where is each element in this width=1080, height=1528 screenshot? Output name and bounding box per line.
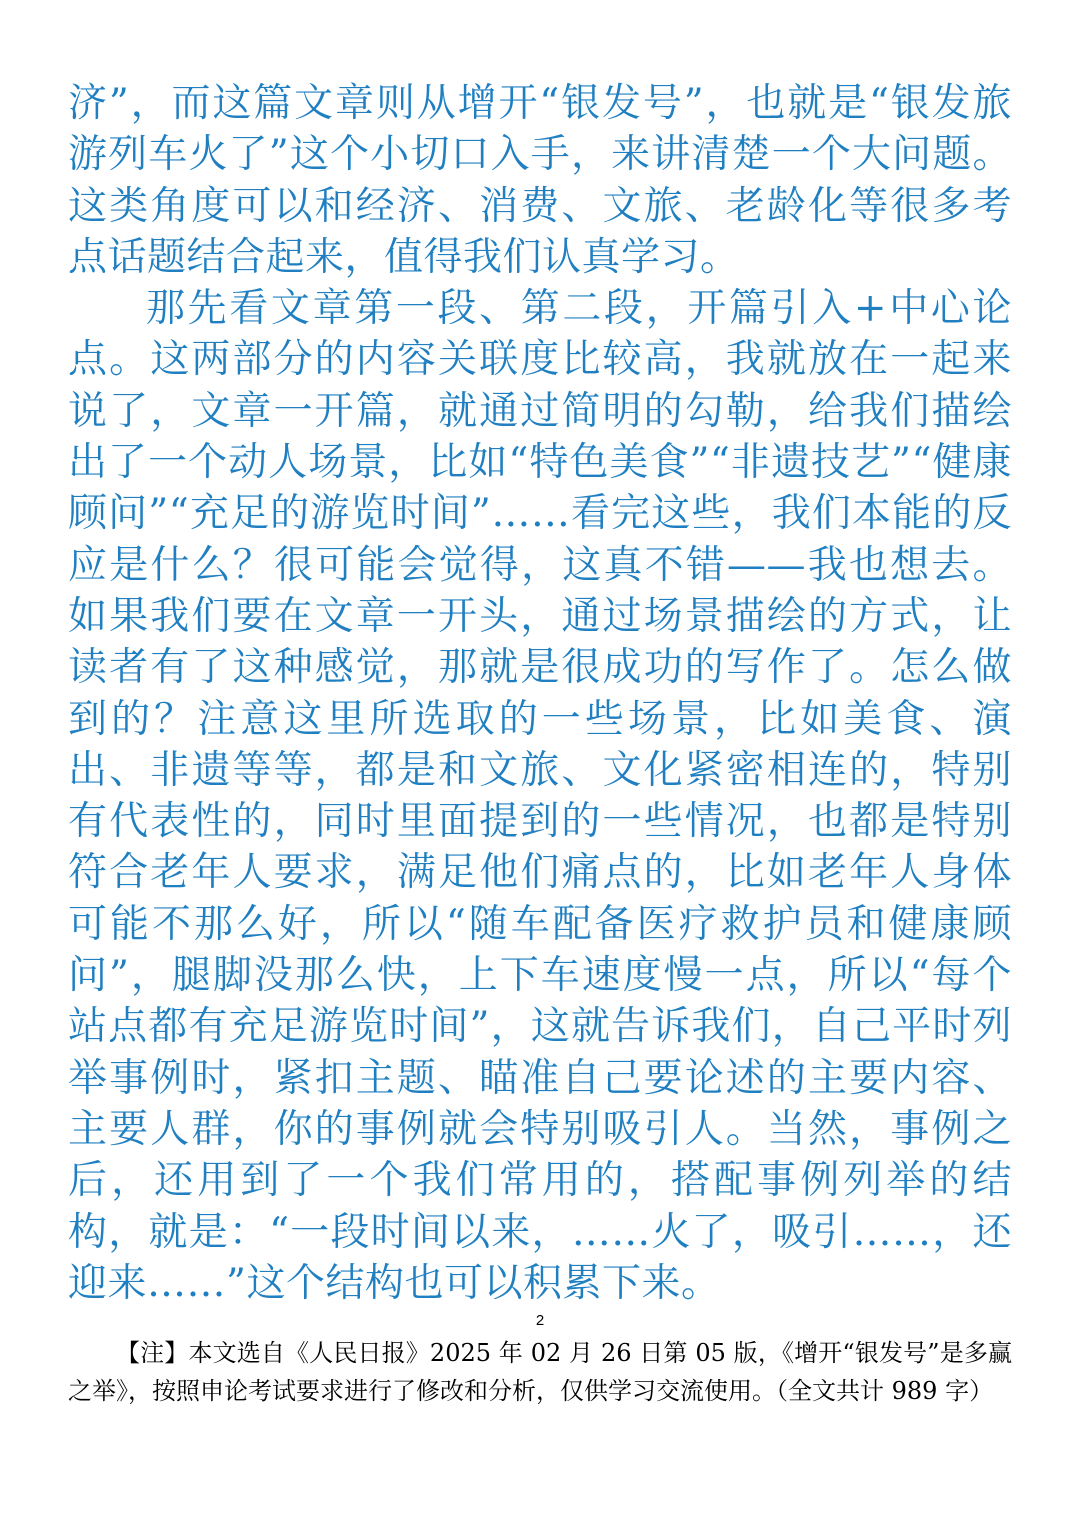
paragraph-continuation: 济”，而这篇文章则从增开“银发号”，也就是“银发旅游列车火了”这个小切口入手，来讲清楚一个大问题。这类角度可以和经济、消费、文旅、老龄化等很多考点话题结合起来，值得我们认真学习。	[68, 81, 1012, 280]
source-footnote: 【注】本文选自《人民日报》2025 年 02 月 26 日第 05 版，《增开“银发号”是多赢之举》，按照申论考试要求进行了修改和分析，仅供学习交流使用。（全文共计 989 字）	[68, 1339, 1012, 1405]
page-number: 2	[535, 1312, 545, 1329]
paragraph-analysis: 那先看文章第一段、第二段，开篇引入+中心论点。这两部分的内容关联度比较高，我就放在一起来说了，文章一开篇，就通过简明的勾勒，给我们描绘出了一个动人场景，比如“特色美食”“非遗技艺”“健康顾问”“充足的游览时间”……看完这些，我们本能的反应是什么？很可能会觉得，这真不错——我也想去。如果我们要在文章一开头，通过场景描绘的方式，让读者有了这种感觉，那就是很成功的写作了。怎么做到的？注意这里所选取的一些场景，比如美食、演出、非遗等等，都是和文旅、文化紧密相连的，特别有代表性的，同时里面提到的一些情况，也都是特别符合老年人要求，满足他们痛点的，比如老年人身体可能不那么好，所以“随车配备医疗救护员和健康顾问”，腿脚没那么快，上下车速度慢一点，所以“每个站点都有充足游览时间”，这就告诉我们，自己平时列举事例时，紧扣主题、瞄准自己要论述的主要内容、主要人群，你的事例就会特别吸引人。当然，事例之后，还用到了一个我们常用的，搭配事例列举的结构，就是：“一段时间以来，……火了，吸引……，还迎来……”这个结构也可以积累下来。	[68, 286, 1012, 1306]
article-analysis-text	[68, 78, 1012, 1309]
